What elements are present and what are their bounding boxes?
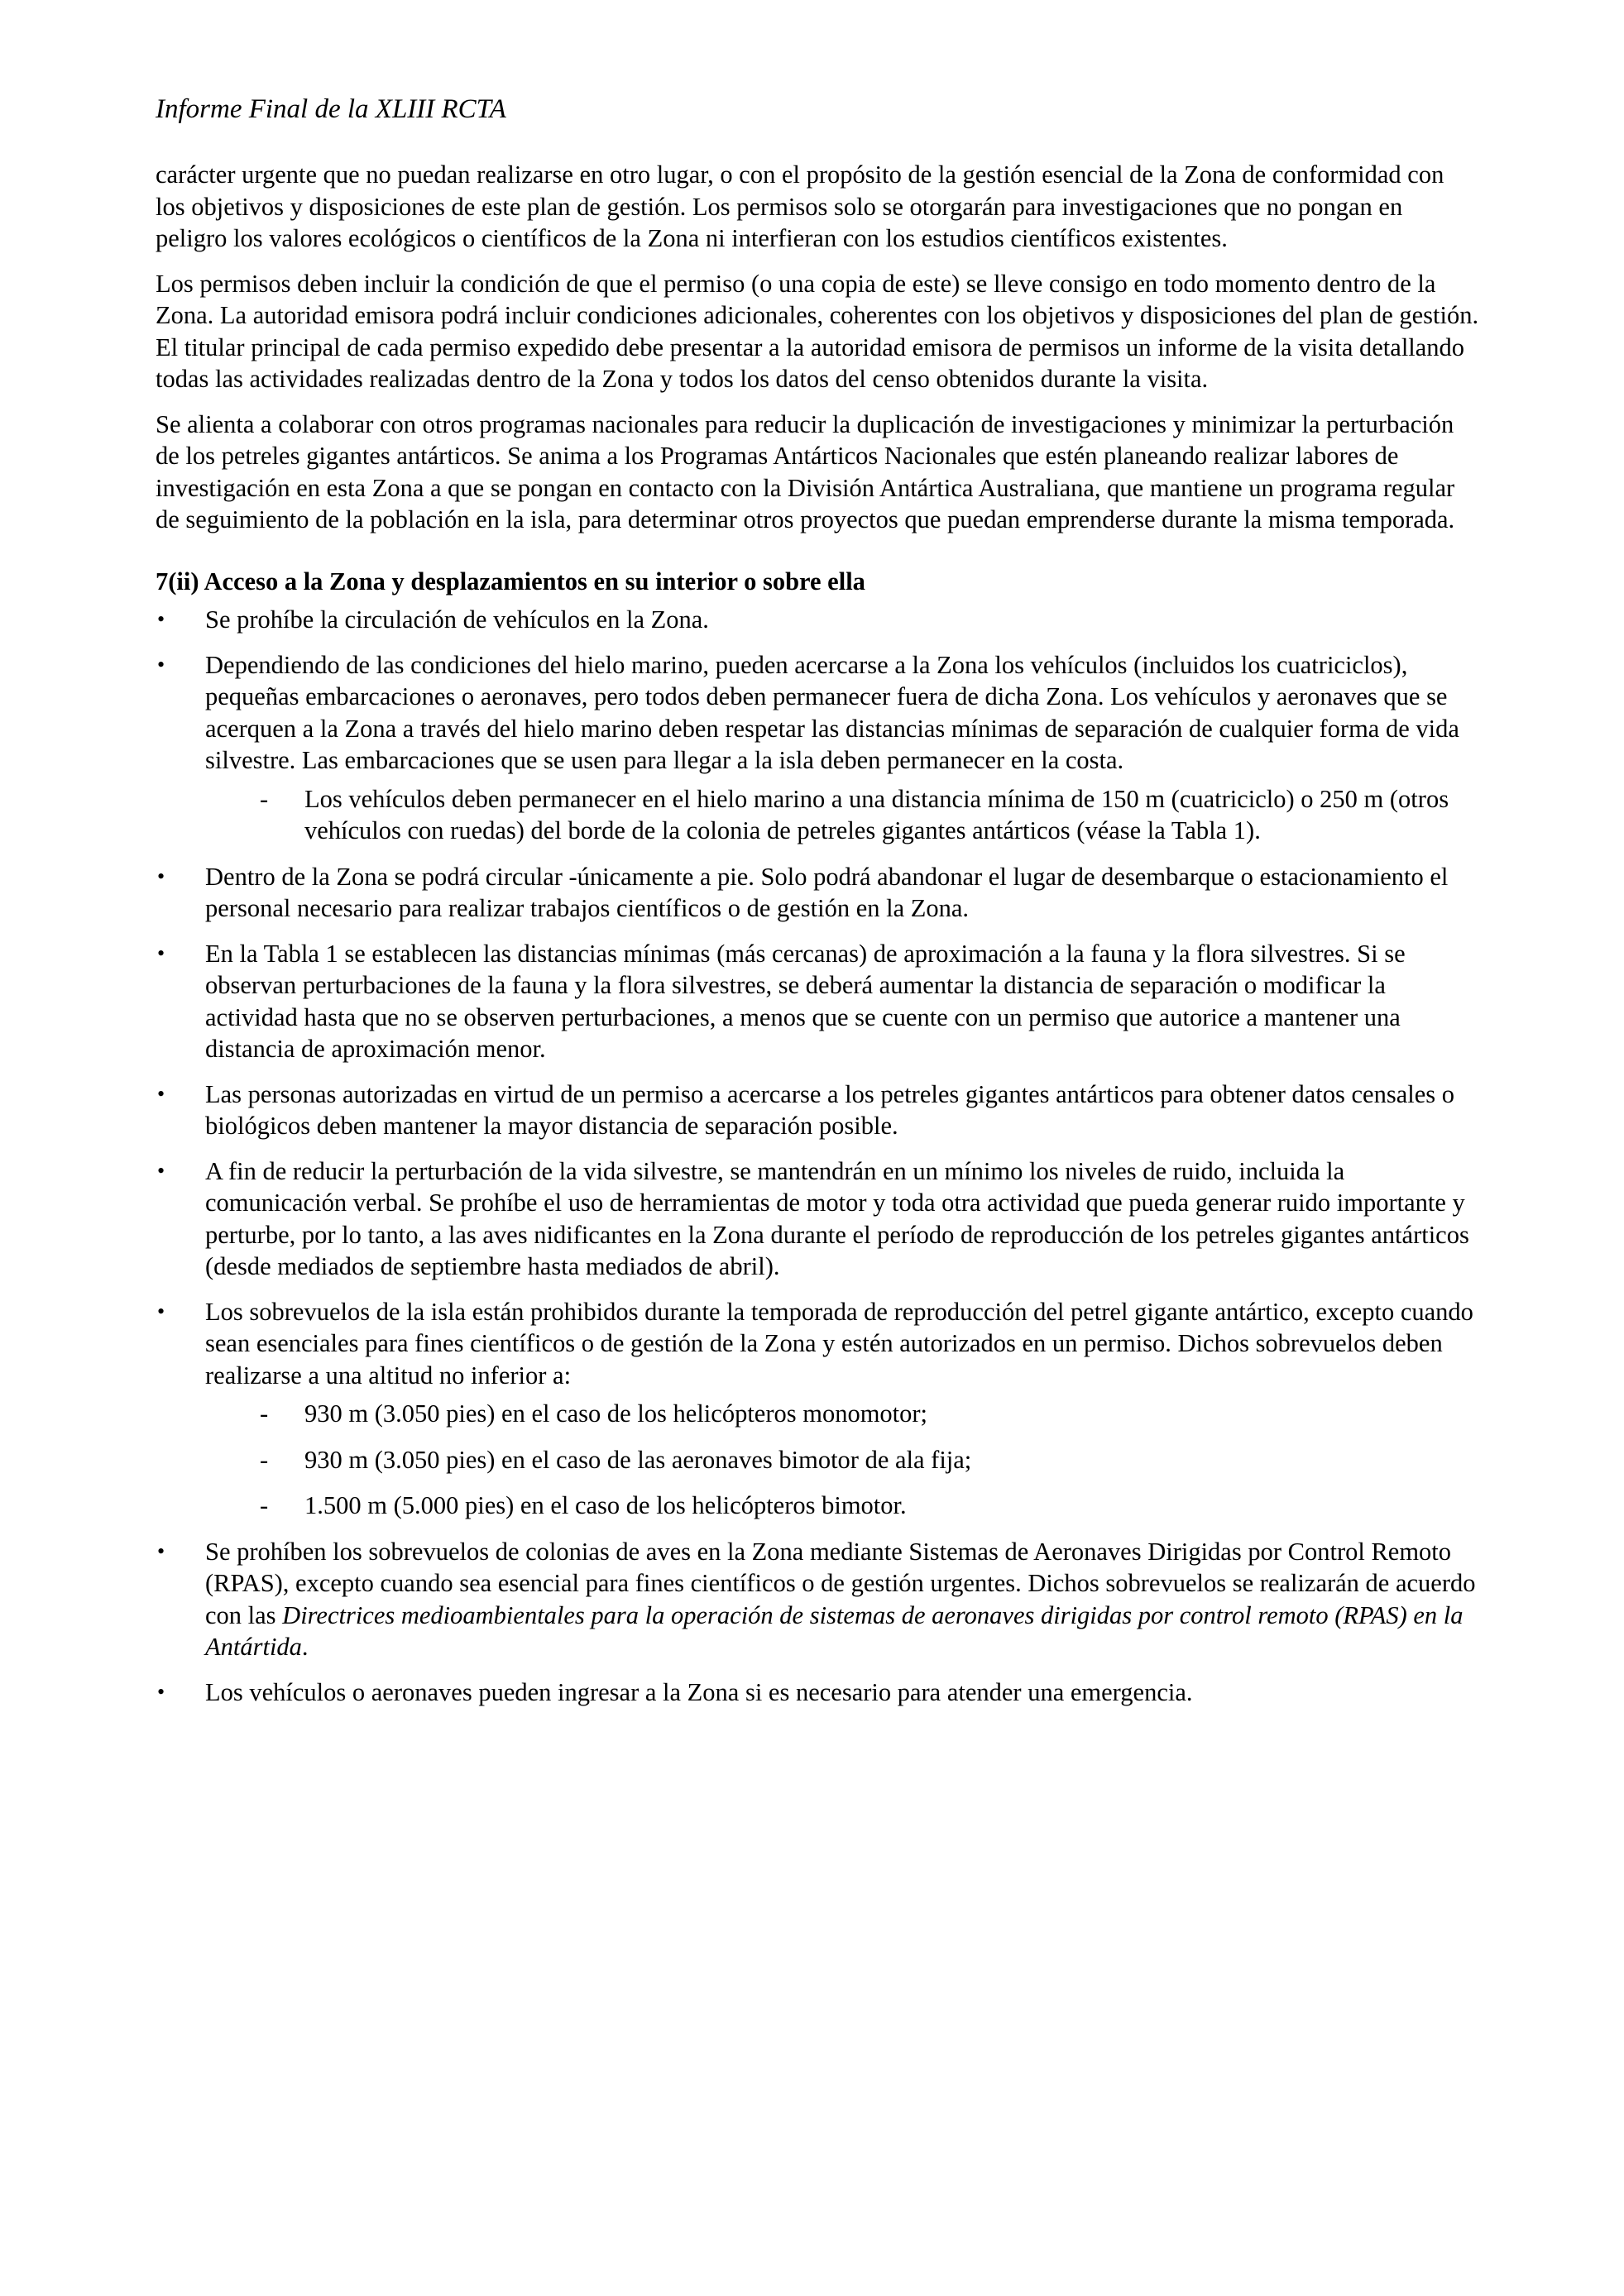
bullet-item-census-distance: [156, 1079, 1479, 1142]
paragraph-permit-conditions: Los permisos deben incluir la condición de que el permiso (o una copia de este) se lleve consigo en todo momento dentro de la Zona. La autoridad emisora podrá incluir condiciones adicionales, coherentes con los objetivos y disposiciones del plan de gestión. El titular principal de cada permiso expedido debe presentar a la autoridad emisora de permisos un informe de la visita detallando todas las actividades realizadas dentro de la Zona y todos los datos del censo obtenidos durante la visita.: [156, 269, 1479, 393]
bullet-text: Los sobrevuelos de la isla están prohibidos durante la temporada de reproducción del petrel gigante antártico, excepto cuando sean esenciales para fines científicos o de gestión de la Zona y estén autorizados en un permiso. Dichos sobrevuelos deben realizarse a una altitud no inferior a:: [205, 1297, 1473, 1390]
dash-item-twin-engine-fixed-wing: [205, 1444, 1479, 1476]
bullet-marker: •: [157, 1299, 165, 1323]
bullet-item-overflights: [156, 1296, 1479, 1522]
bullet-marker: •: [157, 1679, 165, 1704]
paragraph-collaboration: Se alienta a colaborar con otros programas nacionales para reducir la duplicación de investigaciones y minimizar la perturbación de los petreles gigantes antárticos. Se anima a los Programas Antárticos Nacionales que estén planeando realizar labores de investigación en esta Zona a que se pongan en contacto con la División Antártica Australiana, que mantiene un programa regular de seguimiento de la población en la isla, para determinar otros proyectos que puedan emprenderse durante la misma temporada.: [156, 409, 1455, 533]
dash-marker: -: [260, 1491, 269, 1519]
dash-text: 1.500 m (5.000 pies) en el caso de los helicópteros bimotor.: [304, 1491, 907, 1519]
paragraph-permit-purpose: carácter urgente que no puedan realizarse en otro lugar, o con el propósito de la gestión esencial de la Zona de conformidad con los objetivos y disposiciones de este plan de gestión. Los permisos solo se otorgarán para investigaciones que no pongan en peligro los valores ecológicos o científicos de la Zona ni interfieran con los estudios científicos existentes.: [156, 160, 1444, 252]
document-page: [156, 93, 1479, 1721]
bullet-item-foot-access: [156, 861, 1479, 925]
dash-item-single-engine-helicopter: [205, 1398, 1479, 1430]
access-bullet-list: [156, 604, 1479, 1708]
rpas-guidelines-title: Directrices medioambientales para la operación de sistemas de aeronaves dirigidas por control remoto (RPAS) en la Antártida: [205, 1600, 1464, 1661]
bullet-text: Las personas autorizadas en virtud de un permiso a acercarse a los petreles gigantes antárticos para obtener datos censales o biológicos deben mantener la mayor distancia de separación posible.: [205, 1079, 1454, 1140]
bullet-item-vehicles-prohibited: [156, 604, 1479, 636]
bullet-text: Se prohíben los sobrevuelos de colonias de aves en la Zona mediante Sistemas de Aeronaves Dirigidas por Control Remoto (RPAS), excepto cuando sea esencial para fines científicos o de gestión urgentes. Dichos sobrevuelos se realizarán de acuerdo con las: [205, 1537, 1476, 1629]
bullet-text: En la Tabla 1 se establecen las distancias mínimas (más cercanas) de aproximación a la fauna y la flora silvestres. Si se observan perturbaciones de la fauna y la flora silvestres, se deberá aumentar la distancia de separación o modificar la actividad hasta que no se observen perturbaciones, a menos que se cuente con un permiso que autorice a mantener una distancia de aproximación menor.: [205, 939, 1406, 1063]
dash-marker: -: [260, 1445, 269, 1474]
dash-item-twin-engine-helicopter: [205, 1490, 1479, 1522]
dash-marker: -: [260, 1399, 269, 1428]
bullet-marker: •: [157, 1081, 165, 1106]
overflight-altitude-sublist: [205, 1398, 1479, 1522]
dash-marker: -: [260, 784, 269, 813]
bullet-item-rpas: [156, 1536, 1479, 1663]
bullet-item-emergency: [156, 1677, 1479, 1709]
section-heading-access: 7(ii) Acceso a la Zona y desplazamientos en su interior o sobre ella: [156, 567, 865, 596]
vehicle-distance-sublist: [205, 783, 1479, 847]
bullet-marker: •: [157, 1538, 165, 1563]
bullet-item-noise: [156, 1155, 1479, 1283]
bullet-marker: •: [157, 940, 165, 965]
dash-text: 930 m (3.050 pies) en el caso de las aeronaves bimotor de ala fija;: [304, 1445, 972, 1474]
dash-text: 930 m (3.050 pies) en el caso de los helicópteros monomotor;: [304, 1399, 928, 1428]
bullet-marker: •: [157, 652, 165, 677]
dash-item-vehicle-distance: [205, 783, 1479, 847]
bullet-item-approach-distances: [156, 938, 1479, 1065]
rpas-guidelines-end: .: [301, 1633, 309, 1661]
running-header: Informe Final de la XLIII RCTA: [156, 94, 506, 124]
bullet-text: A fin de reducir la perturbación de la vida silvestre, se mantendrán en un mínimo los niveles de ruido, incluida la comunicación verbal. Se prohíbe el uso de herramientas de motor y toda otra actividad que pueda generar ruido importante y perturbe, por lo tanto, a las aves nidificantes en la Zona durante el período de reproducción de los petreles gigantes antárticos (desde mediados de septiembre hasta mediados de abril).: [205, 1156, 1469, 1280]
bullet-marker: •: [157, 863, 165, 888]
bullet-item-sea-ice-approach: [156, 649, 1479, 847]
bullet-text: Los vehículos o aeronaves pueden ingresar a la Zona si es necesario para atender una emergencia.: [205, 1677, 1193, 1706]
bullet-text: Se prohíbe la circulación de vehículos en la Zona.: [205, 605, 709, 634]
dash-text: Los vehículos deben permanecer en el hielo marino a una distancia mínima de 150 m (cuatriciclo) o 250 m (otros vehículos con ruedas) del borde de la colonia de petreles gigantes antárticos (véase la Tabla 1).: [304, 784, 1449, 844]
bullet-text: Dentro de la Zona se podrá circular -únicamente a pie. Solo podrá abandonar el lugar de desembarque o estacionamiento el personal necesario para realizar trabajos científicos o de gestión en la Zona.: [205, 862, 1449, 922]
bullet-marker: •: [157, 607, 165, 631]
bullet-text: Dependiendo de las condiciones del hielo marino, pueden acercarse a la Zona los vehículos (incluidos los cuatriciclos), pequeñas embarcaciones o aeronaves, pero todos deben permanecer fuera de dicha Zona. Los vehículos y aeronaves que se acerquen a la Zona a través del hielo marino deben respetar las distancias mínimas de separación de cualquier forma de vida silvestre. Las embarcaciones que se usen para llegar a la isla deben permanecer en la costa.: [205, 650, 1459, 774]
bullet-marker: •: [157, 1158, 165, 1183]
